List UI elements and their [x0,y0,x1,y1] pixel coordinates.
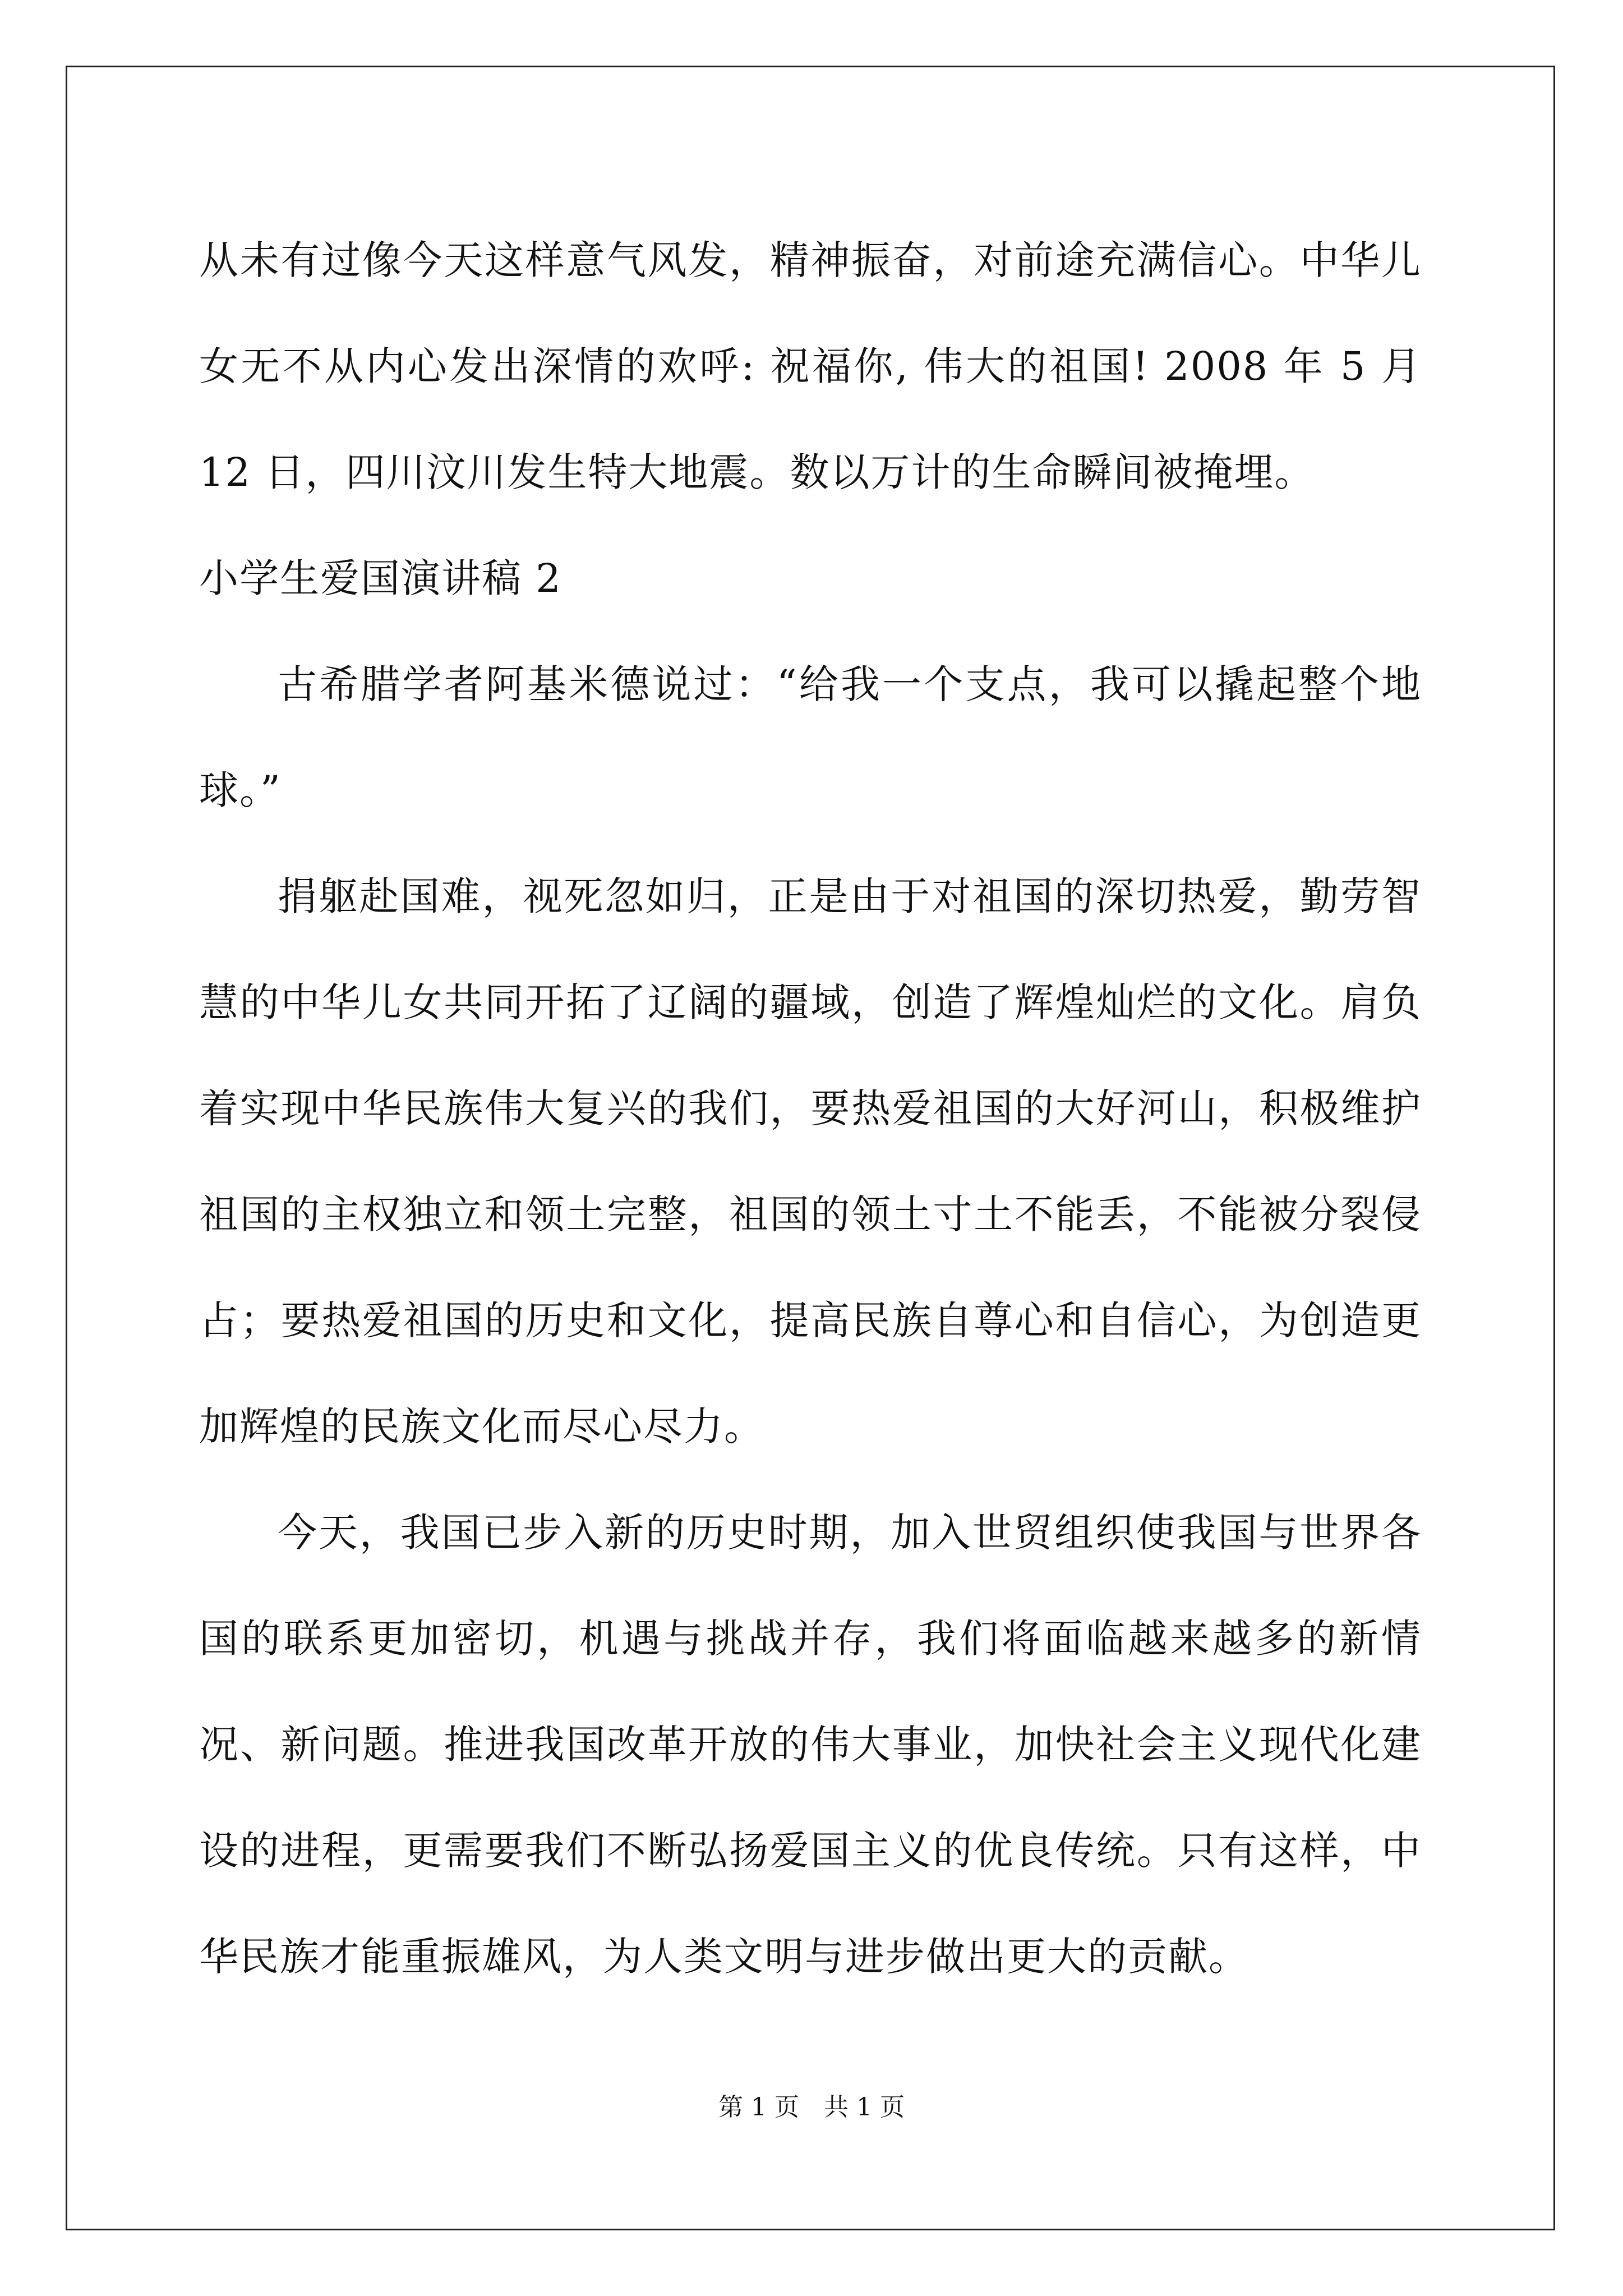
section-heading: 小学生爱国演讲稿 2 [199,555,562,601]
page-number: 第 1 页 [718,2093,799,2122]
paragraph-quote: 古希腊学者阿基米德说过：“给我一个支点，我可以撬起整个地球。” [199,661,1422,813]
paragraph-patriotism: 捐躯赴国难，视死忽如归，正是由于对祖国的深切热爱，勤劳智慧的中华儿女共同开拓了辽阔的疆域，创造了辉煌灿烂的文化。肩负着实现中华民族伟大复兴的我们，要热爱祖国的大好河山，积极维护祖国的主权独立和领土完整，祖国的领土寸土不能丢，不能被分裂侵占；要热爱祖国的历史和文化，提高民族自尊心和自信心，为创造更加辉煌的民族文化而尽心尽力。 [199,873,1422,1450]
page-total: 共 1 页 [824,2093,905,2122]
paragraph-intro: 从未有过像今天这样意气风发，精神振奋，对前途充满信心。中华儿女无不从内心发出深情的欢呼: 祝福你, 伟大的祖国! 2008 年 5 月 12 日，四川汶川发生特大地震。数以万计的生命瞬间被掩埋。 [199,237,1422,495]
paragraph-new-era: 今天，我国已步入新的历史时期，加入世贸组织使我国与世界各国的联系更加密切，机遇与挑战并存，我们将面临越来越多的新情况、新问题。推进我国改革开放的伟大事业，加快社会主义现代化建设的进程，更需要我们不断弘扬爱国主义的优良传统。只有这样，中华民族才能重振雄风，为人类文明与进步做出更大的贡献。 [199,1510,1422,1980]
page-footer [0,2091,1623,2124]
document-body [199,208,1422,2010]
